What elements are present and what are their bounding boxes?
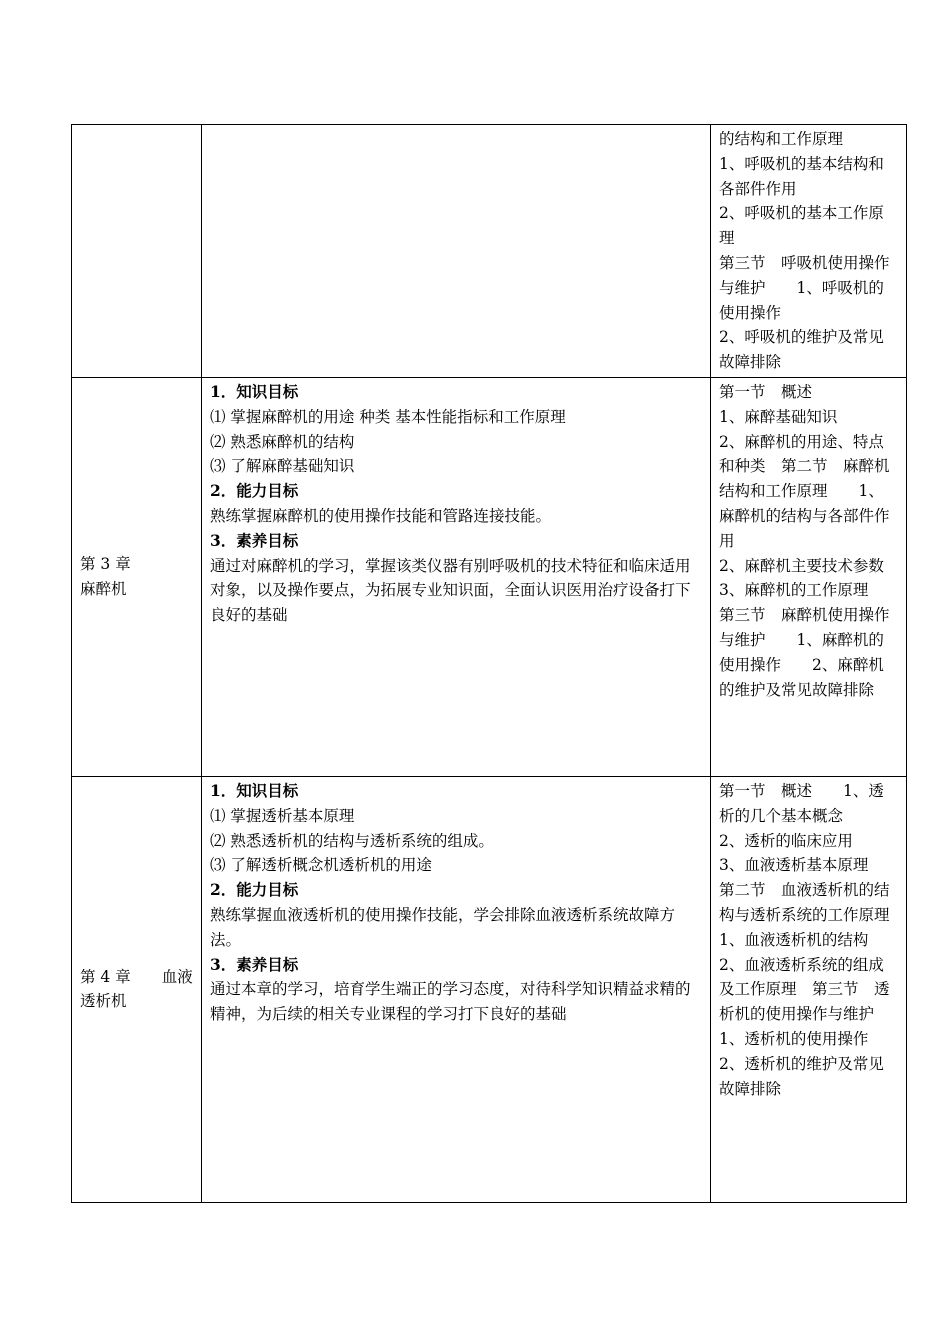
objectives-cell — [202, 776, 711, 1202]
outline-item: 第三节 呼吸机使用操作与维护 1、呼吸机的使用操作 — [719, 253, 890, 322]
objective-heading: 1．知识目标 — [210, 381, 299, 401]
outline-item: 第一节 概述 1、透析的几个基本概念 — [719, 781, 884, 825]
objective-heading: 1．知识目标 — [210, 780, 299, 800]
objective-text: ⑴ 掌握麻醉机的用途 种类 基本性能指标和工作原理 — [210, 407, 566, 426]
outline-cell — [711, 125, 907, 378]
table-row — [72, 125, 907, 378]
outline-cell — [711, 377, 915, 776]
outline-item: 2、透析机的维护及常见故障排除 — [719, 1054, 884, 1098]
objective-text: ⑵ 熟悉透析机的结构与透析系统的组成。 — [210, 831, 494, 850]
table-row — [72, 377, 907, 776]
objective-text: 通过本章的学习，培育学生端正的学习态度，对待科学知识精益求精的精神，为后续的相关专业课程的学习打下良好的基础 — [210, 980, 691, 1024]
chapter-cell — [72, 377, 202, 776]
objective-text: 通过对麻醉机的学习，掌握该类仪器有别呼吸机的技术特征和临床适用对象，以及操作要点，为拓展专业知识面，全面认识医用治疗设备打下良好的基础 — [210, 556, 691, 625]
outline-item: 的结构和工作原理 — [719, 130, 844, 148]
objectives-cell — [202, 377, 711, 776]
outline-item: 2、麻醉机主要技术参数 3、麻醉机的工作原理 第三节 麻醉机使用操作与维护 1、麻醉机的使用操作 2、麻醉机的维护及常见故障排除 — [719, 556, 915, 699]
objective-heading: 3．素养目标 — [210, 954, 299, 974]
outline-item: 2、麻醉机的用途、特点和种类 第二节 麻醉机结构和工作原理 1、麻醉机的结构与各部件作用 — [719, 432, 890, 550]
outline-item: 第一节 概述 — [719, 382, 813, 401]
outline-item: 第二节 血液透析机的结构与透析系统的工作原理 1、血液透析机的结构 — [719, 881, 921, 949]
objective-text: 熟练掌握麻醉机的使用操作技能和管路连接技能。 — [210, 506, 552, 525]
outline-item: 2、血液透析系统的组成及工作原理 第三节 透析机的使用操作与维护 1、透析机的使用操作 — [719, 955, 906, 1048]
objective-text: ⑶ 了解透析概念机透析机的用途 — [210, 856, 432, 875]
outline-cell — [711, 776, 921, 1202]
chapter-title: 第 3 章 — [80, 555, 131, 574]
objective-heading: 2．能力目标 — [210, 880, 299, 900]
outline-item: 2、呼吸机的维护及常见故障排除 — [719, 328, 884, 372]
outline-item: 3、血液透析基本原理 — [719, 856, 869, 875]
chapter-title: 第 4 章 血液透析机 — [80, 967, 193, 1011]
objective-text: ⑶ 了解麻醉基础知识 — [210, 457, 355, 476]
table-row — [72, 776, 907, 1202]
syllabus-table — [71, 124, 921, 1203]
objective-text: ⑵ 熟悉麻醉机的结构 — [210, 432, 355, 451]
objective-heading: 2．能力目标 — [210, 481, 299, 501]
outline-item: 1、麻醉基础知识 — [719, 407, 838, 426]
chapter-cell — [72, 125, 202, 378]
outline-item: 2、透析的临床应用 — [719, 831, 853, 850]
chapter-cell — [72, 776, 202, 1202]
objective-text: 熟练掌握血液透析机的使用操作技能，学会排除血液透析系统故障方法。 — [210, 905, 676, 949]
objectives-cell — [202, 125, 711, 378]
outline-item: 2、呼吸机的基本工作原理 — [719, 204, 884, 248]
chapter-title: 麻醉机 — [80, 579, 127, 598]
objective-text: ⑴ 掌握透析基本原理 — [210, 806, 355, 825]
outline-item: 1、呼吸机的基本结构和各部件作用 — [719, 154, 884, 198]
objective-heading: 3．素养目标 — [210, 530, 299, 550]
